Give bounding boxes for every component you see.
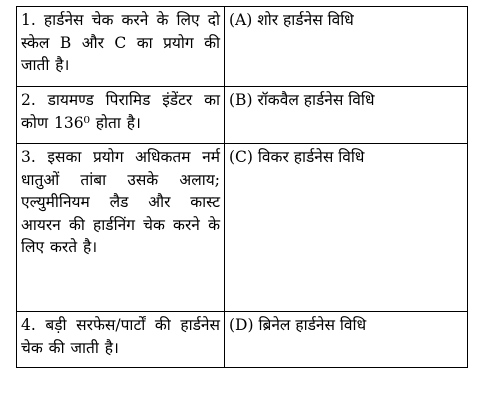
table-row <box>17 144 468 312</box>
statement-text: बड़ी सरफेस/पार्टों की हार्डनेस चेक की जाती है। <box>21 316 220 357</box>
option-letter: (A) <box>229 11 253 29</box>
option-text: विकर हार्डनेस विधि <box>257 148 365 166</box>
statement-text: डायमण्ड पिरामिड इंडेंटर का कोण 136⁰ होता है। <box>21 91 220 132</box>
option-text: ब्रिनेल हार्डनेस विधि <box>258 316 367 334</box>
statement-number: 3. <box>21 148 36 166</box>
option-cell <box>225 7 468 87</box>
statement-text: इसका प्रयोग अधिकतम नर्म धातुओं तांबा उसके अलाय; एल्युमीनियम लैड और कास्ट आयरन की हार्डनिंग चेक करने के लिए करते है। <box>21 148 220 256</box>
statement-number: 2. <box>21 91 36 109</box>
option-cell <box>225 312 468 368</box>
statement-number: 4. <box>21 316 36 334</box>
option-letter: (D) <box>229 316 254 334</box>
statement-number: 1. <box>21 11 36 29</box>
option-text: शोर हार्डनेस विधि <box>257 11 354 29</box>
statement-cell <box>17 144 225 312</box>
statement-cell <box>17 312 225 368</box>
table-row <box>17 87 468 144</box>
statement-text: हार्डनेस चेक करने के लिए दो स्केल B और C का प्रयोग की जाती है। <box>21 11 220 74</box>
table-row <box>17 7 468 87</box>
option-cell <box>225 87 468 144</box>
statement-cell <box>17 7 225 87</box>
table-row <box>17 312 468 368</box>
option-letter: (C) <box>229 148 253 166</box>
option-cell <box>225 144 468 312</box>
option-text: रॉकवैल हार्डनेस विधि <box>257 91 375 109</box>
matching-table <box>16 6 468 368</box>
option-letter: (B) <box>229 91 253 109</box>
statement-cell <box>17 87 225 144</box>
